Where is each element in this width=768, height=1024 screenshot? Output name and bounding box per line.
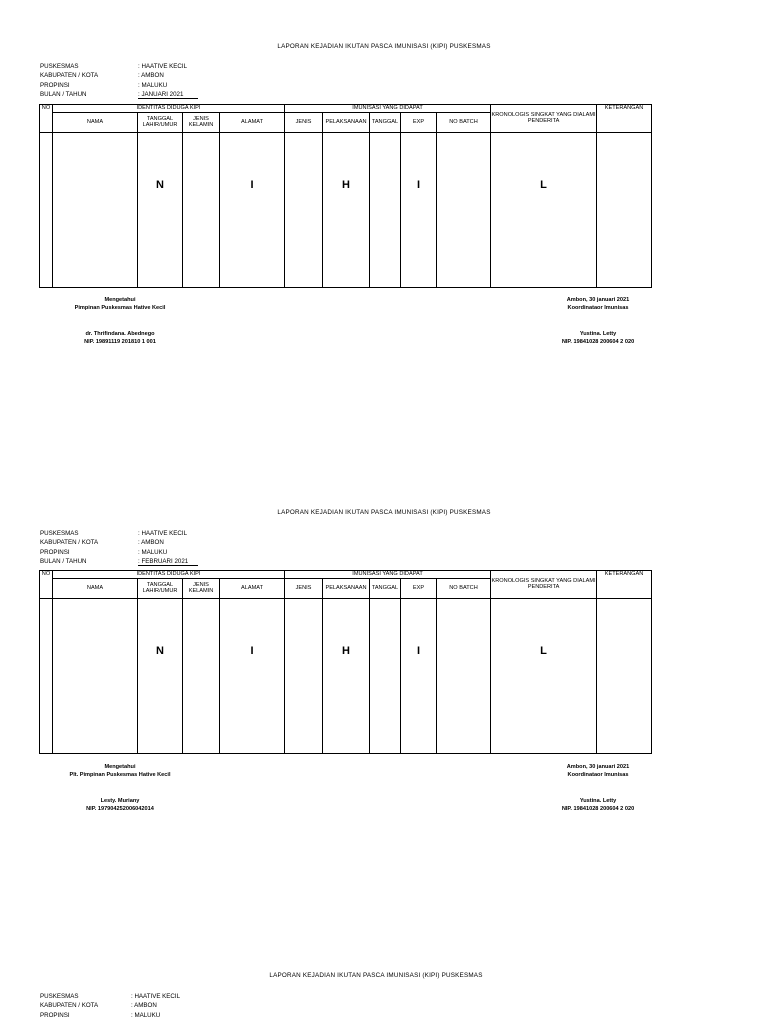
header-no: NO [40,105,53,133]
table-cell [40,598,53,753]
nihil-letter: L [540,178,547,191]
left-signature [40,763,200,813]
field-value: : HAATIVE KECIL [131,993,181,1000]
table-cell [323,598,370,753]
sign-nip: NIP. 197904252006042014 [86,806,154,812]
header-tanggal-lahir: TANGGAL LAHIR/UMUR [138,578,183,598]
sign-nip: NIP. 19841028 200604 2 020 [561,806,635,812]
table-cell [183,132,220,287]
field-value: : AMBON [138,72,164,80]
header-jenis-kelamin: JENIS KELAMIN [183,578,220,598]
table-cell [597,132,652,287]
header-exp: EXP [401,578,437,598]
field-value: : AMBON [138,539,164,547]
left-signature [40,296,200,346]
header-keterangan: KETERANGAN [597,571,652,599]
nihil-letter: N [156,178,164,191]
nihil-letter: I [250,178,254,191]
nihil-letter: I [416,178,421,191]
table-cell [138,598,183,753]
field-label: KABUPATEN / KOTA [40,539,99,547]
table-cell [285,132,323,287]
sign-name: Lesty. Muriany [100,798,140,804]
table-cell [220,132,285,287]
nihil-letter: I [250,644,254,657]
sign-role: Plt. Pimpinan Puskesmas Hative Kecil [69,772,171,778]
nihil-letter: H [342,644,350,657]
table-cell [491,598,597,753]
header-exp: EXP [401,112,437,132]
table-cell [220,598,285,753]
header-jenis: JENIS [285,578,323,598]
table-cell [491,132,597,287]
field-label: PUSKESMAS [40,530,79,537]
report-info [40,992,191,1020]
field-label: PROPINSI [40,81,70,89]
sign-heading: Mengetahui [104,764,136,770]
header-nama: NAMA [53,112,138,132]
header-tanggal: TANGGAL [370,578,401,598]
sign-nip: NIP. 19841028 200604 2 020 [561,339,635,345]
header-jenis: JENIS [285,112,323,132]
right-signature [528,763,668,813]
table-cell [437,598,491,753]
sign-heading: Mengetahui [104,297,136,303]
header-group-identitas: IDENTITAS DIDUGA KIPI [53,571,285,579]
sign-role: Pimpinan Puskesmas Hative Kecil [74,305,166,311]
header-no: NO [40,571,53,599]
field-label: PROPINSI [40,548,70,556]
header-group-identitas: IDENTITAS DIDUGA KIPI [53,105,285,113]
field-value: : MALUKU [138,81,168,89]
table-cell [183,598,220,753]
nihil-letter: N [156,644,164,657]
table-cell [370,132,401,287]
table-cell [138,132,183,287]
sign-date: Ambon, 30 januari 2021 [566,764,630,770]
header-nama: NAMA [53,578,138,598]
report-info [40,62,198,99]
field-value: : AMBON [131,1002,157,1010]
kipi-table [39,104,652,288]
header-kronologis: KRONOLOGIS SINGKAT YANG DIALAMI PENDERITA [491,105,597,133]
table-cell [53,598,138,753]
table-cell [370,598,401,753]
header-group-imunisasi: IMUNISASI YANG DIDAPAT [285,105,491,113]
table-cell [437,132,491,287]
table-cell [323,132,370,287]
sign-date: Ambon, 30 januari 2021 [566,297,630,303]
sign-name: Yustina. Letty [579,798,617,804]
field-value: : HAATIVE KECIL [138,530,188,537]
header-alamat: ALAMAT [220,578,285,598]
header-alamat: ALAMAT [220,112,285,132]
field-value: : MALUKU [131,1011,161,1019]
field-value: : JANUARI 2021 [138,90,198,99]
header-pelaksanaan: PELAKSANAAN [323,578,370,598]
table-cell [40,132,53,287]
field-label: BULAN / TAHUN [40,90,87,98]
field-value: : FEBRUARI 2021 [138,557,198,566]
nihil-letter: I [416,644,421,657]
field-label: PROPINSI [40,1011,70,1019]
header-tanggal: TANGGAL [370,112,401,132]
sign-name: Yustina. Letty [579,331,617,337]
header-keterangan: KETERANGAN [597,105,652,133]
header-pelaksanaan: PELAKSANAAN [323,112,370,132]
field-label: PUSKESMAS [40,993,79,1000]
header-no-batch: NO BATCH [437,578,491,598]
header-no-batch: NO BATCH [437,112,491,132]
report-title: LAPORAN KEJADIAN IKUTAN PASCA IMUNISASI (KIPI) PUSKESMAS [269,972,483,979]
header-kronologis: KRONOLOGIS SINGKAT YANG DIALAMI PENDERITA [491,571,597,599]
header-group-imunisasi: IMUNISASI YANG DIDAPAT [285,571,491,579]
field-label: PUSKESMAS [40,63,79,70]
table-cell [401,598,437,753]
sign-role: Koordinataor Imunisas [567,305,629,311]
nihil-letter: H [342,178,350,191]
header-jenis-kelamin: JENIS KELAMIN [183,112,220,132]
sign-nip: NIP. 19891119 201810 1 001 [84,339,156,345]
sign-role: Koordinataor Imunisas [567,772,629,778]
report-title: LAPORAN KEJADIAN IKUTAN PASCA IMUNISASI (KIPI) PUSKESMAS [277,509,491,516]
nihil-letter: L [540,644,547,657]
table-cell [401,132,437,287]
field-label: BULAN / TAHUN [40,557,87,565]
report-info [40,529,198,566]
field-label: KABUPATEN / KOTA [40,72,99,80]
kipi-table [39,570,652,754]
header-tanggal-lahir: TANGGAL LAHIR/UMUR [138,112,183,132]
table-cell [53,132,138,287]
right-signature [528,296,668,346]
sign-name: dr. Thrifindana. Abednego [85,331,155,337]
field-label: KABUPATEN / KOTA [40,1002,99,1010]
table-cell [597,598,652,753]
field-value: : MALUKU [138,548,168,556]
field-value: : HAATIVE KECIL [138,63,188,70]
table-cell [285,598,323,753]
report-title: LAPORAN KEJADIAN IKUTAN PASCA IMUNISASI (KIPI) PUSKESMAS [277,43,491,50]
